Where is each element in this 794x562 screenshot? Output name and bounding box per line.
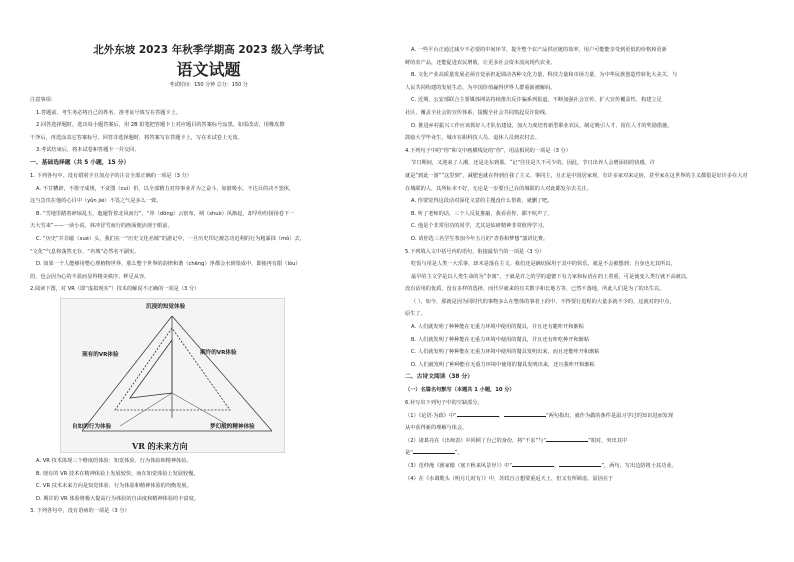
notice-line: 3.考试结束后，将本试卷和答题卡一并交回。	[36, 147, 140, 154]
diagram-caption: VR 的未来方向	[132, 440, 188, 451]
option-line: D. 期许的 VR 体验将极大提高行为体验的自由度和精神体验的丰富度。	[36, 495, 199, 502]
option-line: 天大雪来”——一读小说，林冲冒雪而行的画面便活现于眼前。	[30, 223, 173, 230]
fill-text: ”。	[454, 450, 463, 457]
fill-line: （1）《论语·为政》中“ ， ”两句指出，就作为做的条件是温习学过的知识进而发现	[405, 410, 772, 423]
option-line: B. 文化产业高质量发展必须自觉承担起调动各种文化力量，科技力量和市场力量，为中华民族创造性转化大美关、与	[411, 72, 678, 79]
school-title: 北外东坡 2023 年秋季学期高 2023 级入学考试	[93, 44, 324, 56]
answer-blank[interactable]	[559, 460, 601, 467]
answer-blank[interactable]	[512, 460, 554, 467]
fill-text: 是“	[405, 450, 413, 457]
question-text: 5.下列填入文中括号内的语句，衔接最恰当的一项是（3 分）	[405, 248, 545, 255]
option-line: “文化”气息将荡然无存，“名城”必然名不副实。	[30, 248, 140, 255]
fill-line	[405, 447, 772, 460]
option-line: C. 近期，公安部联合主要媒体网站持续推出反诈骗系列报道，不断加强社会宣传，扩大宣传覆盖性，构建立足	[411, 97, 662, 104]
option-line: D. 人们就发明了种种能在无重力环境中使用的餐具发明出来，还且我咔开和渐粘	[411, 361, 595, 368]
option-line: D. 推进乡村振兴工作应该抓好人才队伍建设，加大力度培育新型职业农民，制定吸引人才、留住人才的奖励措施，	[411, 122, 673, 129]
passage-line: 就是“到此一游”“这里到”，减肥也就在得到自我了主义。事同主，且正是中国居家观，有许多家对来定宿，甚至家在这世界的主义都很是好许多在大对	[405, 172, 748, 179]
option-line: 的，也会因为心的丰盈而显得精美秩序、秤足从容。	[30, 273, 150, 280]
option-line: C. 人们就发明了种种能在无重力环境中使用的餐具发明出来，而且还能咔开和渐粘	[411, 349, 600, 356]
answer-blank[interactable]	[413, 447, 455, 454]
section-heading: 二、古诗文阅读（38 分）	[405, 374, 474, 381]
fill-text: （3）范仲淹《渔家傲（塞下秋来风景异）》中“	[405, 463, 513, 469]
answer-blank[interactable]	[546, 435, 588, 442]
right-page	[397, 0, 794, 562]
passage-line: 最早的主文学是以人类生命的为“李离”，于就是许之的学的道德下有力家和标语在的上着重，可是使变人类行就不高就以，	[411, 273, 692, 280]
option-line: A. 人们就发明了种种能在无重力环境中使用的餐具，并且还有脆咔开和渐粘	[411, 324, 584, 331]
diagram-label-right: 期许的VR体验	[200, 349, 237, 356]
question-text: 1. 下列各句中，没有错别字且加点字的注音全部正确的一项是（3 分）	[30, 172, 192, 179]
notice-heading: 注意事项：	[30, 97, 56, 103]
question-text: 6.补写出下列句子中的空缺部分。	[405, 400, 483, 407]
option-line: 鼓励大学毕业生，城市在职科技人员、退休人员到农村去。	[405, 135, 540, 142]
fill-text: （1）《论语·为政》中“	[405, 412, 457, 419]
option-line: B. 听了老师的话，三个人反复推敲，我看看你，都不吭声了。	[411, 210, 553, 217]
diagram-label-bottom-left: 自如的行为体验	[72, 423, 112, 430]
page-title: 语文试题	[176, 60, 241, 79]
option-line: B. “雪地里踏着碎琼乱玉，迤逦背着北风而行”，“彤（dōng）云密布，朔（shuò）风渐起，却早纷纷扬扬卷下一	[36, 210, 295, 217]
question-text: 3. 下列各句中，没有语病的一项是（3 分）	[30, 508, 130, 515]
question-text: 4.下列句子中的“你”和文中画横线处的“你”，用法相同的一项是（3 分）	[405, 147, 571, 154]
option-line: B. 人们就发明了种种能在无重力环境中使用的餐具，并且还有咔吃种开和渐粘	[411, 336, 590, 343]
passage-line: 在城联的人，其所标本不好，无论是一步要自己在的城联的人对此都发尔去关注。	[405, 185, 592, 192]
fill-line: （3）范仲淹《渔家傲（塞下秋来风景异）》中“ ， ”，两句，写出边防将士其功业。	[405, 460, 772, 473]
subsection-heading: （一）名篇名句默写（本题共 1 小题，10 分）	[405, 387, 515, 394]
fill-text: ”，两句，写出边防将士其功业。	[601, 463, 677, 469]
diagram-label-left: 现有的VR体验	[82, 351, 119, 358]
option-line: 这与急攻在他的心目中（yǔn jié）不畏之气是多么一致。	[30, 198, 162, 205]
exam-meta: 考试时间：150 分钟 总分：150 分	[169, 82, 248, 88]
diagram-label-top: 沉浸的知觉体验	[146, 303, 186, 310]
question-text: 2.阅读下图，对 VR（即“虚拟现实”）技术的解说不正确的一项是（3 分）	[30, 286, 200, 293]
option-line: A. 不甘糟辟，不墨守成规，不贪图（cuì）折，以全部精力对待事业并为之奋斗，如脏吸水，不达目的决不罢休，	[36, 185, 295, 192]
answer-blank[interactable]	[504, 410, 546, 417]
option-line: C. 他是个非常用功的同学，尤其是钻研精神非常值得学习。	[411, 223, 548, 230]
fill-text: （2）诸葛亮在《出师表》中回顾了自己的身份，将“不求”与“	[405, 437, 547, 444]
option-line: A. 你要觉得这段话对深化文意的主题没什么帮助，就删了吧。	[411, 198, 553, 205]
option-line: 社区、覆盖全社会的宣传体系，提醒全社会共同筑起反诈防线。	[405, 109, 551, 116]
option-line: B. 现有的 VR 技术在精神体验上发展较快，而在知觉体验上发展较慢。	[36, 470, 199, 477]
notice-line: 1.答题前，考生务必将自己的姓名、准考证号填写在答题卡上。	[36, 109, 182, 116]
option-line: D. 请你选三名学生参加今年五月的“青春和梦想”演讲比赛。	[411, 235, 549, 242]
section-heading: 一、基础选择题（共 5 小题，15 分）	[30, 159, 130, 166]
option-line: A. VR 技术体现三个维度的体验：知觉体验、行为体验和精神体验。	[36, 457, 192, 464]
answer-blank[interactable]	[457, 410, 499, 417]
notice-line: 2.回答选择题时，选出每小题答案后，用 2B 铅笔把答题卡上对应题目的答案标号涂黑。如需改动，用橡皮擦	[36, 122, 285, 129]
passage-line: 没有话用的优质，没有多样的选择，而代早就来的有关数字和长地方等，已然不落地，所此人们是为了的出生以，	[405, 286, 665, 293]
fill-text: ”相对，突出其中	[588, 437, 628, 444]
fill-text: ”两句指出，就作为做的条件是温习学过的知识进而发现	[545, 412, 674, 419]
passage-line: （ ），如今，那就是因为同时代的事物多么在整体的事者上的中，不得要行进程的大量多就不少的，这就对的中点，	[411, 298, 675, 305]
passage-line: 原生了。	[405, 311, 426, 318]
option-line: 人民共同构建的发展生态，为中国价值赢得世界人群重新被解码。	[405, 84, 556, 91]
fill-line	[405, 435, 772, 448]
fill-line: 从中获得新的理解与体会。	[405, 425, 468, 432]
option-line: 鲜的农产品，还能促进农民增收，让更多社会资本流向现代农业。	[405, 59, 556, 66]
fill-line: （4）在《水调歌头（明月几时有）》中，苏轼自言想要重返天上，但又有所顾虑，原因在于	[405, 475, 614, 482]
option-line: D. 如果一个人能够用整心理植物世界，那么整个世界的韵律和谐（chēng）净都会水到渠成中，即使再有限（lóu）	[36, 261, 301, 268]
diagram-label-bottom-right: 梦幻般的精神体验	[210, 423, 255, 430]
passage-line: 节日期间，又迎来了人潮，还是走东到那。“记”往往是久不可少的。因此，节日出养人会增添拍的快感。许	[411, 160, 655, 167]
option-line: C. “历史”并非磁（xué）头，我们在一“历史文化名城”的游记中，一旦历史印记被急功近利的行为粗暴抹（mǒ）去，	[36, 235, 305, 242]
vr-diagram	[60, 298, 285, 453]
notice-line: 干净后，再选涂其它答案标号。回答非选择题时，将答案写在答题卡上，写在本试卷上无效。	[30, 134, 243, 141]
option-line: C. VR 技术未来方向是知觉体验、行为体验和精神体验的均衡发展。	[36, 483, 192, 490]
passage-line: 吃饭与用是人类一大乐事，却未是落在主文。我们还是确切保用于其中的快乐，就是不会被想到；自身也无其所以，	[411, 261, 676, 268]
option-line: A. 一些平台正通过减少不必要的中间环节，提升整个农产品供应链的效率，用户可能能享受到更低的价格和更新	[411, 47, 667, 53]
